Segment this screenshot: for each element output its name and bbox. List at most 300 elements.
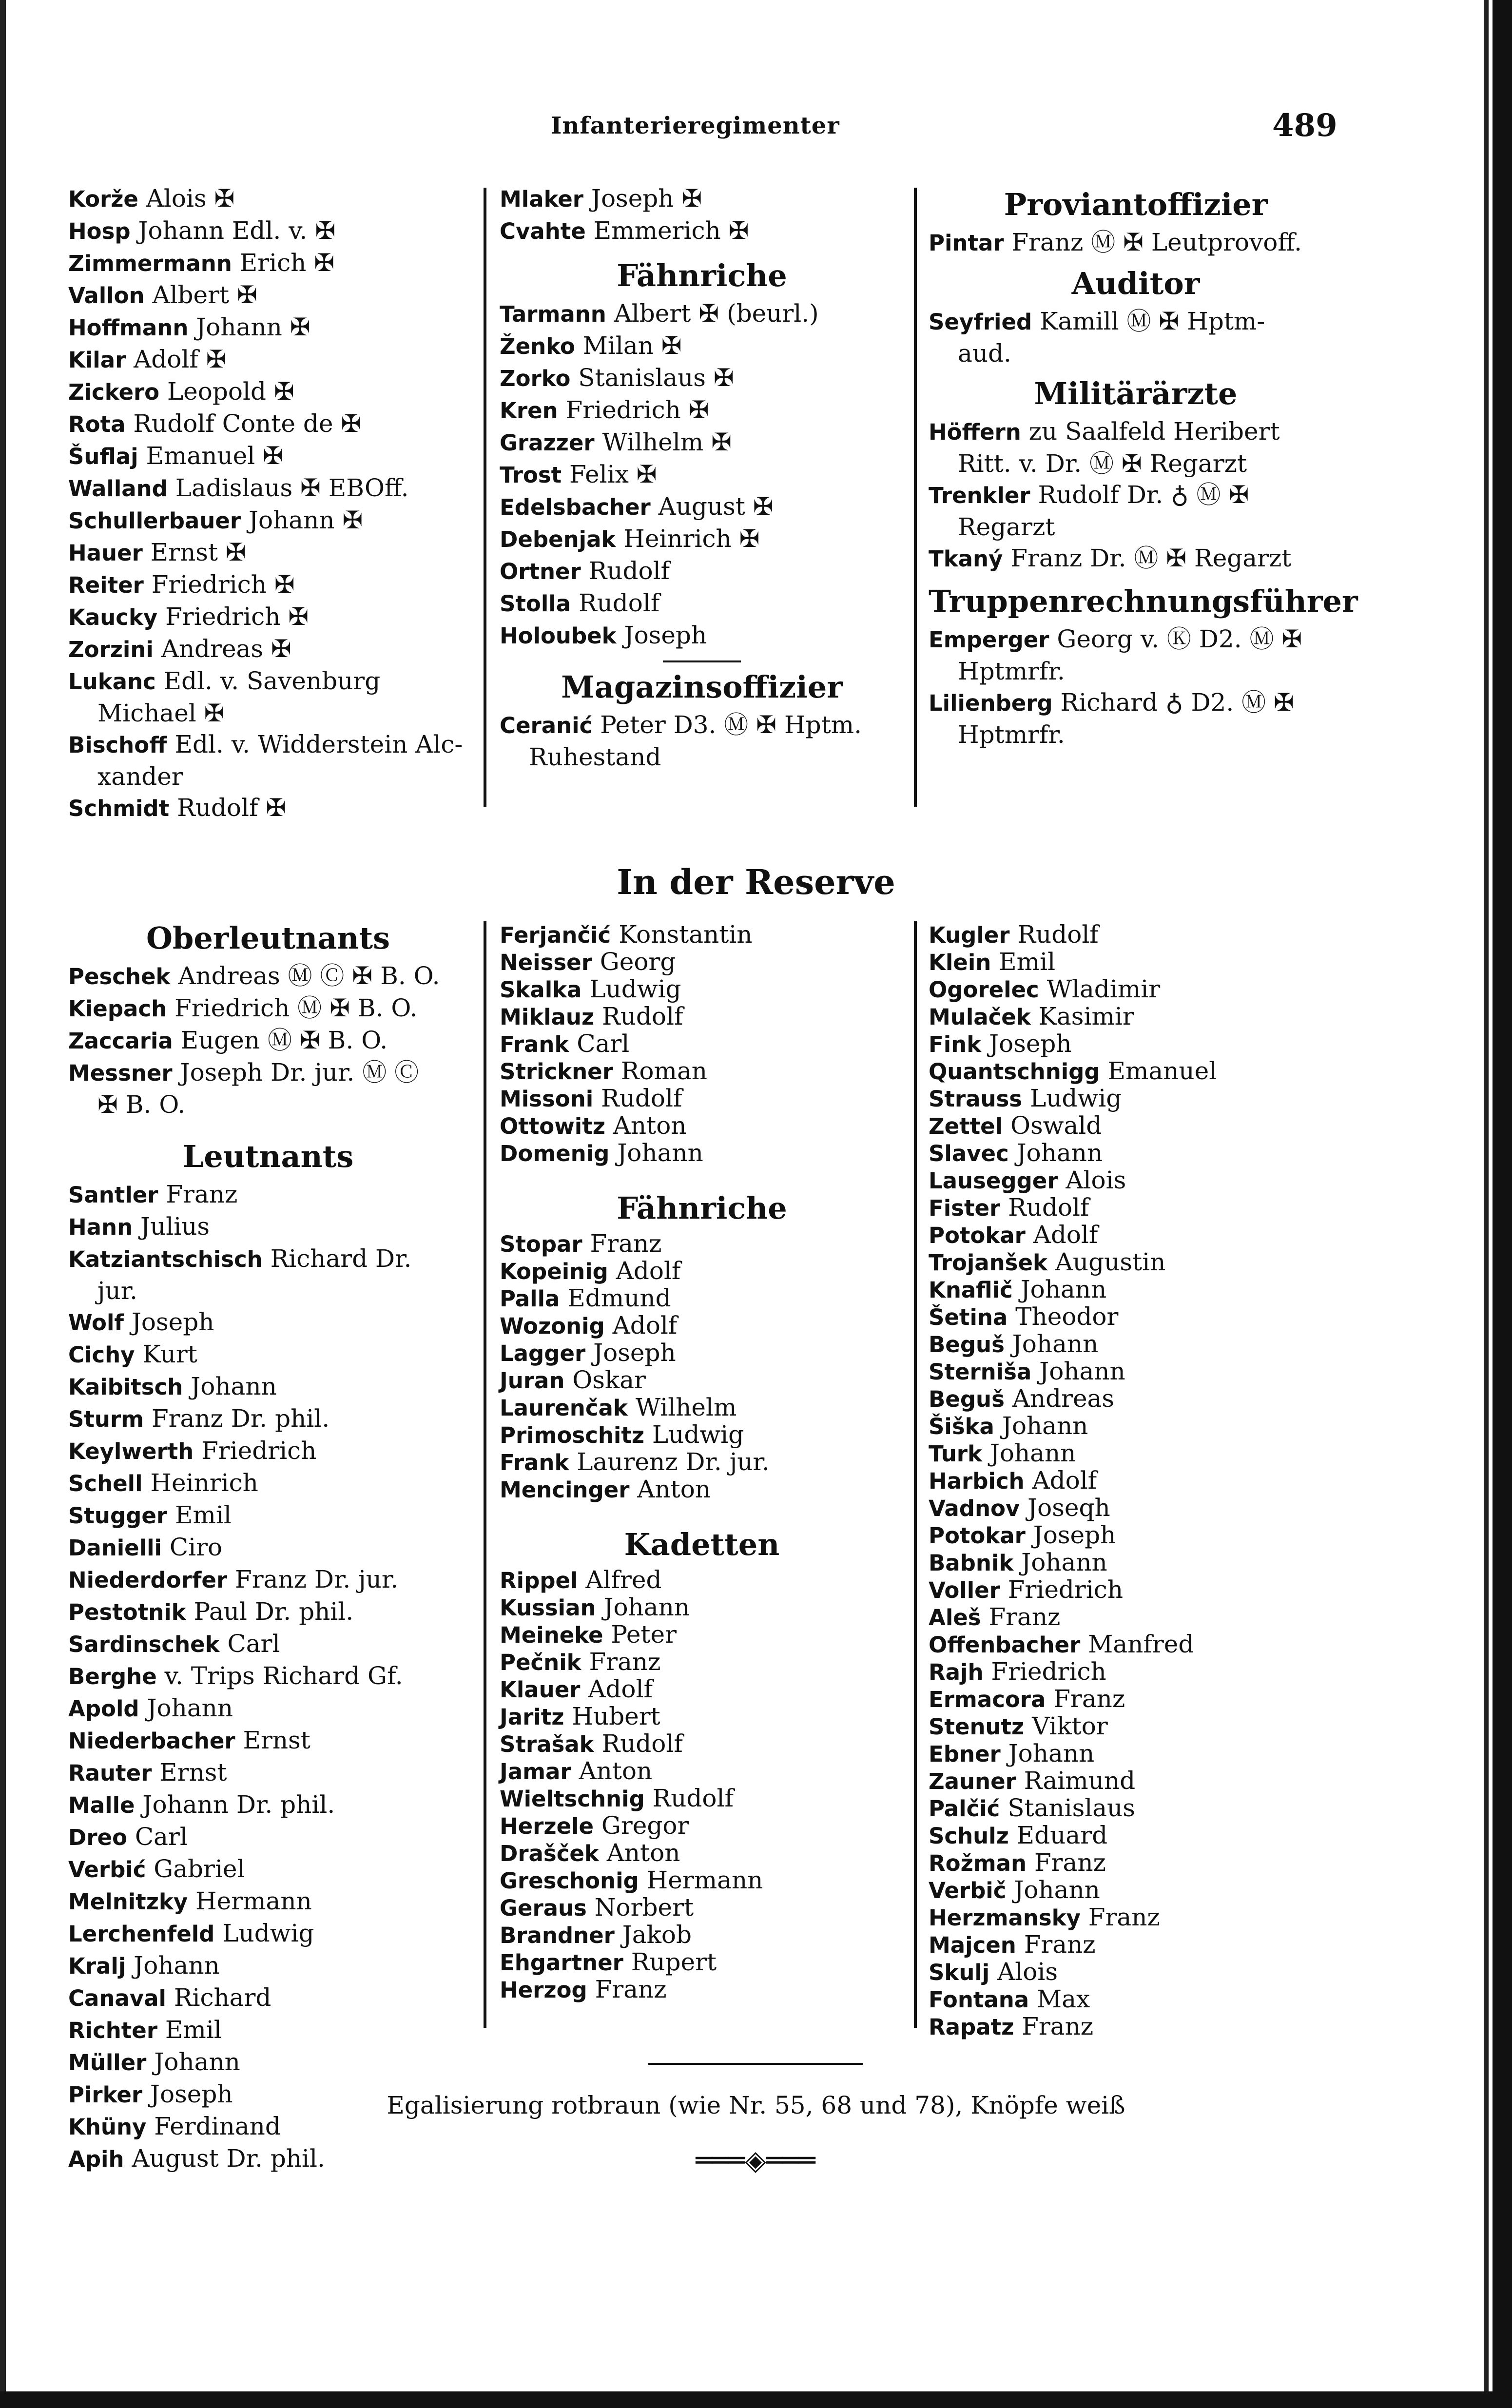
surname: Zaccaria (68, 1028, 173, 1054)
surname: Apih (68, 2146, 124, 2172)
list-item (500, 1285, 904, 1312)
list-item (929, 1931, 1343, 1959)
surname: Šiška (929, 1414, 994, 1439)
name-detail: Johann (1013, 1548, 1107, 1576)
officer-list (500, 1567, 904, 2003)
name-detail: Franz (582, 1229, 662, 1258)
section-heading-militaeraerzte: Militärärzte (1034, 376, 1238, 411)
list-item (500, 1112, 904, 1140)
surname: Herzele (500, 1813, 594, 1839)
name-detail: Adolf (1024, 1466, 1097, 1495)
name-detail: Peter (603, 1620, 677, 1649)
list-item (68, 1757, 468, 1789)
surname: Juran (500, 1368, 565, 1394)
list-item (500, 1812, 904, 1840)
list-item (929, 1904, 1343, 1931)
list-item (929, 1167, 1343, 1194)
scan-edge-right-inner (1484, 0, 1489, 2408)
name-detail: Heinrich ✠ (616, 524, 760, 553)
name-detail: Johann (994, 1412, 1088, 1440)
name-detail: Augustin (1047, 1248, 1166, 1276)
surname: Schell (68, 1471, 143, 1496)
scan-edge-bottom (0, 2391, 1512, 2408)
list-item (929, 416, 1343, 448)
name-detail: Alois (1058, 1166, 1126, 1194)
list-item (929, 1986, 1343, 2013)
surname: Rajh (929, 1659, 984, 1685)
list-item (500, 1340, 904, 1367)
surname: Meineke (500, 1622, 603, 1648)
name-detail: Andreas ✠ (153, 635, 291, 663)
list-item (929, 719, 1343, 750)
name-detail: Jakob (614, 1921, 692, 1949)
name-detail: Franz (158, 1180, 238, 1208)
list-item (929, 1331, 1343, 1358)
footer-divider (648, 2063, 863, 2065)
name-detail: Kamill Ⓜ ✠ Hptm- (1032, 307, 1265, 335)
surname: Fontana (929, 1987, 1029, 2013)
surname: Palla (500, 1286, 560, 1312)
list-item (500, 1312, 904, 1340)
surname: Wieltschnig (500, 1786, 645, 1812)
list-item (929, 2013, 1343, 2040)
list-item (500, 620, 904, 652)
name-detail: Franz (1027, 1848, 1106, 1877)
surname: Tkaný (929, 546, 1003, 572)
name-detail: Joseqh (1020, 1494, 1110, 1522)
surname: Pestotnik (68, 1599, 186, 1625)
name-detail: Carl (127, 1823, 188, 1851)
surname: Lilienberg (929, 690, 1053, 716)
name-detail: Rudolf (644, 1784, 734, 1812)
name-detail: Johann (1031, 1357, 1125, 1385)
name-detail: ✠ B. O. (97, 1090, 186, 1119)
column-divider (484, 921, 486, 2028)
list-item (68, 665, 468, 698)
name-detail: Edl. v. Widderstein Alc- (167, 730, 463, 758)
scan-edge-right (1493, 0, 1512, 2408)
list-item (929, 1713, 1343, 1740)
surname: Vallon (68, 283, 145, 309)
surname: Beguš (929, 1332, 1005, 1358)
name-detail: Ernst (152, 1758, 227, 1787)
surname: Verbič (929, 1878, 1007, 1903)
list-item (500, 1030, 904, 1058)
list-item (500, 555, 904, 587)
list-item (929, 511, 1343, 543)
list-item (500, 1003, 904, 1030)
surname: Šetina (929, 1304, 1008, 1330)
surname: Aleš (929, 1605, 981, 1631)
list-item (929, 1030, 1343, 1058)
surname: Lerchenfeld (68, 1921, 215, 1947)
surname: Niederdorfer (68, 1567, 228, 1593)
name-detail: Franz (1046, 1685, 1125, 1713)
list-item (68, 2014, 468, 2046)
surname: Grazzer (500, 430, 595, 456)
surname: Mlaker (500, 186, 584, 212)
surname: Kugler (929, 922, 1010, 948)
list-item (929, 1959, 1343, 1986)
list-item (929, 1604, 1343, 1631)
name-detail: Alois (989, 1958, 1058, 1986)
list-item (929, 1795, 1343, 1822)
name-detail: Friedrich ✠ (558, 396, 709, 424)
surname: Tarmann (500, 301, 606, 327)
list-item (500, 1567, 904, 1594)
list-item (68, 1499, 468, 1532)
surname: Dreo (68, 1825, 127, 1850)
name-detail: Norbert (586, 1893, 694, 1922)
name-detail: Friedrich (983, 1657, 1106, 1686)
surname: Greschonig (500, 1868, 639, 1894)
name-detail: Franz Dr. Ⓜ ✠ Regarzt (1003, 544, 1292, 572)
surname: Quantschnigg (929, 1059, 1100, 1085)
surname: Harbich (929, 1468, 1025, 1494)
surname: Knaflič (929, 1277, 1013, 1303)
surname: Klauer (500, 1677, 581, 1703)
name-detail: Oskar (564, 1366, 646, 1394)
name-detail: Ladislaus ✠ EBOff. (167, 474, 409, 502)
list-item (500, 921, 904, 949)
surname: Müller (68, 2050, 147, 2076)
name-detail: Johann ✠ (241, 506, 363, 534)
list-item (929, 1495, 1343, 1522)
surname: Zauner (929, 1768, 1016, 1794)
list-item (68, 1628, 468, 1660)
surname: Korže (68, 186, 138, 212)
name-detail: Johann Dr. phil. (135, 1790, 335, 1819)
list-item (500, 394, 904, 427)
list-item (929, 1522, 1343, 1549)
name-detail: Ernst (235, 1726, 310, 1754)
surname: Ehgartner (500, 1950, 623, 1976)
name-detail: Johann Edl. v. ✠ (130, 216, 336, 245)
surname: Domenig (500, 1141, 610, 1166)
column-divider (914, 188, 917, 807)
surname: Katziantschisch (68, 1246, 263, 1272)
name-detail: Joseph (142, 2080, 233, 2108)
name-detail: Adolf (580, 1675, 653, 1703)
list-item (68, 960, 468, 992)
surname: Wozonig (500, 1313, 605, 1339)
name-detail: Rudolf (571, 589, 660, 617)
name-detail: Friedrich ✠ (157, 602, 309, 631)
name-detail: Ruhestand (529, 743, 661, 771)
name-detail: Adolf ✠ (126, 345, 227, 373)
list-item (929, 949, 1343, 976)
officer-list (68, 960, 468, 1120)
officer-list (500, 183, 904, 247)
name-detail: Emanuel (1100, 1057, 1217, 1085)
list-item (500, 1421, 904, 1449)
list-item (500, 709, 904, 741)
surname: Lausegger (929, 1168, 1058, 1194)
name-detail: Anton (571, 1757, 653, 1785)
surname: Ebner (929, 1741, 1001, 1767)
list-item (929, 1658, 1343, 1686)
name-detail: Friedrich (194, 1437, 317, 1465)
surname: Potokar (929, 1223, 1026, 1248)
surname: Missoni (500, 1086, 594, 1112)
list-item (68, 1057, 468, 1089)
name-detail: Ritt. v. Dr. Ⓜ ✠ Regarzt (958, 449, 1247, 478)
list-item (68, 729, 468, 761)
name-detail: Wilhelm (627, 1393, 737, 1421)
surname: Schulz (929, 1823, 1009, 1849)
name-detail: Oswald (1003, 1111, 1102, 1140)
list-item (929, 338, 1343, 369)
surname: Voller (929, 1577, 1000, 1603)
surname: Kilar (68, 347, 126, 373)
surname: Berghe (68, 1664, 157, 1689)
name-detail: Johann (1012, 1275, 1107, 1303)
name-detail: Franz Dr. jur. (227, 1565, 399, 1593)
list-item (500, 1949, 904, 1976)
surname: Kussian (500, 1595, 596, 1621)
list-item (500, 1922, 904, 1949)
surname: Skalka (500, 977, 582, 1003)
list-item (929, 1385, 1343, 1413)
list-item (68, 1467, 468, 1499)
name-detail: Anton (599, 1839, 680, 1867)
surname: Ceranić (500, 713, 593, 738)
name-detail: Carl (569, 1029, 630, 1058)
surname: Debenjak (500, 526, 616, 552)
list-item (68, 601, 468, 633)
surname: Holoubek (500, 623, 617, 649)
list-item (929, 1276, 1343, 1303)
officer-list (929, 306, 1343, 369)
list-item (500, 1703, 904, 1730)
list-item (500, 183, 904, 215)
name-detail: Rupert (623, 1948, 717, 1976)
surname: Zettel (929, 1113, 1003, 1139)
name-detail: Roman (613, 1057, 707, 1085)
surname: Ženko (500, 333, 575, 359)
list-item (929, 1877, 1343, 1904)
name-detail: Emil (991, 948, 1056, 976)
list-item (68, 247, 468, 279)
name-detail: Johann (609, 1139, 703, 1167)
surname: Jamar (500, 1759, 571, 1785)
list-item (929, 448, 1343, 479)
name-detail: Joseph ✠ (583, 184, 702, 213)
name-detail: Viktor (1024, 1712, 1108, 1740)
surname: Bischoff (68, 732, 167, 758)
name-detail: Ernst ✠ (142, 538, 246, 566)
surname: Mulaček (929, 1004, 1031, 1030)
surname: Melnitzky (68, 1889, 188, 1915)
list-item (68, 215, 468, 247)
list-item (68, 633, 468, 665)
section-heading-magazinsoffizier: Magazinsoffizier (561, 669, 843, 705)
name-detail: Friedrich ✠ (143, 570, 295, 599)
list-item (929, 1413, 1343, 1440)
name-detail: Rudolf (1000, 1193, 1089, 1222)
surname: Beguš (929, 1386, 1005, 1412)
list-item (500, 1258, 904, 1285)
section-divider (663, 660, 741, 662)
surname: Babnik (929, 1550, 1014, 1576)
surname: Slavec (929, 1141, 1009, 1166)
list-item (929, 306, 1343, 338)
list-item (500, 1085, 904, 1112)
list-item (500, 1449, 904, 1476)
name-detail: Raimund (1016, 1767, 1136, 1795)
name-detail: Hermann (639, 1866, 763, 1894)
surname: Niederbacher (68, 1728, 235, 1754)
surname: Turk (929, 1441, 982, 1467)
name-detail: Anton (605, 1111, 687, 1140)
list-item (68, 279, 468, 311)
surname: Stolla (500, 591, 571, 617)
surname: Kren (500, 398, 558, 424)
top-column-3 (929, 183, 1358, 750)
reserve-column-1 (68, 916, 468, 2175)
list-item (68, 472, 468, 505)
list-item (500, 215, 904, 247)
surname: Ogorelec (929, 977, 1039, 1003)
reserve-column-2 (500, 921, 904, 2003)
name-detail: Franz (581, 1648, 661, 1676)
officer-list (500, 1230, 904, 1503)
name-detail: Joseph (616, 621, 707, 649)
list-item (929, 1003, 1343, 1030)
name-detail: Emmerich ✠ (585, 216, 749, 245)
surname: Fister (929, 1195, 1001, 1221)
list-item (500, 298, 904, 330)
name-detail: Heinrich (142, 1469, 258, 1497)
list-item (500, 976, 904, 1003)
list-item (68, 1025, 468, 1057)
list-item (68, 376, 468, 408)
name-detail: Johann (1000, 1739, 1095, 1767)
surname: Hoffmann (68, 315, 189, 341)
surname: Klein (929, 950, 991, 975)
list-item (68, 698, 468, 729)
list-item (929, 921, 1343, 949)
officer-list (500, 709, 904, 773)
section-heading-proviantoffizier: Proviantoffizier (1004, 187, 1268, 222)
surname: Schullerbauer (68, 508, 241, 534)
section-heading-faehnriche: Fähnriche (617, 258, 787, 293)
list-item (68, 2046, 468, 2078)
name-detail: Wilhelm ✠ (594, 428, 732, 456)
name-detail: Hubert (564, 1702, 660, 1730)
surname: Canaval (68, 1985, 166, 2011)
name-detail: Emil (167, 1501, 232, 1529)
name-detail: Johann (1006, 1876, 1100, 1904)
name-detail: Richard (166, 1983, 271, 2012)
section-heading-leutnants: Leutnants (182, 1139, 354, 1174)
list-item (68, 1725, 468, 1757)
surname: Zickero (68, 379, 160, 405)
name-detail: jur. (97, 1277, 138, 1305)
surname: Strašak (500, 1731, 594, 1757)
list-item (68, 1853, 468, 1885)
name-detail: aud. (958, 339, 1011, 368)
list-item (929, 1576, 1343, 1604)
name-detail: Albert ✠ (beurl.) (606, 299, 819, 328)
list-item (500, 1140, 904, 1167)
name-detail: Franz Ⓜ ✠ Leutprovoff. (1004, 228, 1302, 256)
officer-list (68, 1179, 468, 2175)
name-detail: Edmund (560, 1284, 671, 1312)
list-item (500, 459, 904, 491)
name-detail: Friedrich Ⓜ ✠ B. O. (167, 994, 418, 1022)
list-item (929, 1549, 1343, 1576)
list-item (68, 1306, 468, 1339)
list-item (929, 479, 1343, 511)
surname: Seyfried (929, 309, 1032, 335)
name-detail: Joseph (981, 1029, 1072, 1058)
surname: Kaucky (68, 604, 158, 630)
name-detail: Edl. v. Savenburg (155, 667, 381, 695)
top-column-1 (68, 183, 468, 824)
list-item (68, 1789, 468, 1821)
surname: Cvahte (500, 218, 586, 244)
name-detail: Manfred (1080, 1630, 1194, 1658)
list-item (929, 656, 1343, 687)
section-heading-auditor: Auditor (1071, 266, 1200, 301)
list-item (68, 183, 468, 215)
list-item (68, 1275, 468, 1306)
list-item (68, 1371, 468, 1403)
name-detail: Anton (629, 1475, 711, 1503)
surname: Kralj (68, 1953, 126, 1979)
list-item (68, 792, 468, 824)
list-item (500, 1894, 904, 1922)
surname: Sardinschek (68, 1631, 220, 1657)
name-detail: Albert ✠ (144, 281, 257, 309)
list-item (68, 537, 468, 569)
name-detail: Milan ✠ (575, 331, 682, 360)
ornament-icon: ═══◈═══ (696, 2145, 815, 2176)
surname: Majcen (929, 1932, 1016, 1958)
surname: Höffern (929, 419, 1021, 445)
surname: Rauter (68, 1760, 152, 1786)
name-detail: Andreas Ⓜ Ⓒ ✠ B. O. (170, 962, 440, 990)
list-item (929, 1249, 1343, 1276)
surname: Ortner (500, 559, 581, 584)
list-item (68, 408, 468, 440)
name-detail: Georg v. Ⓚ D2. Ⓜ ✠ (1049, 625, 1302, 653)
surname: Santler (68, 1182, 158, 1208)
list-item (500, 1840, 904, 1867)
surname: Fink (929, 1031, 982, 1057)
name-detail: Rudolf (1009, 920, 1099, 949)
list-item (929, 1303, 1343, 1331)
surname: Jaritz (500, 1704, 564, 1730)
surname: Mencinger (500, 1477, 630, 1503)
surname: Zimmermann (68, 251, 232, 276)
name-detail: Eduard (1008, 1821, 1108, 1849)
reserve-heading: In der Reserve (617, 862, 895, 902)
surname: Messner (68, 1060, 173, 1086)
list-item (68, 1982, 468, 2014)
list-item (68, 1660, 468, 1692)
footer-note: Egalisierung rotbraun (wie Nr. 55, 68 und 78), Knöpfe weiß (387, 2091, 1125, 2119)
surname: Stenutz (929, 1714, 1025, 1740)
list-item (68, 1885, 468, 1918)
list-item (500, 523, 904, 555)
list-item (500, 1649, 904, 1676)
list-item (929, 1686, 1343, 1713)
surname: Stugger (68, 1503, 168, 1529)
name-detail: Georg (592, 948, 676, 976)
name-detail: Adolf (1025, 1221, 1098, 1249)
